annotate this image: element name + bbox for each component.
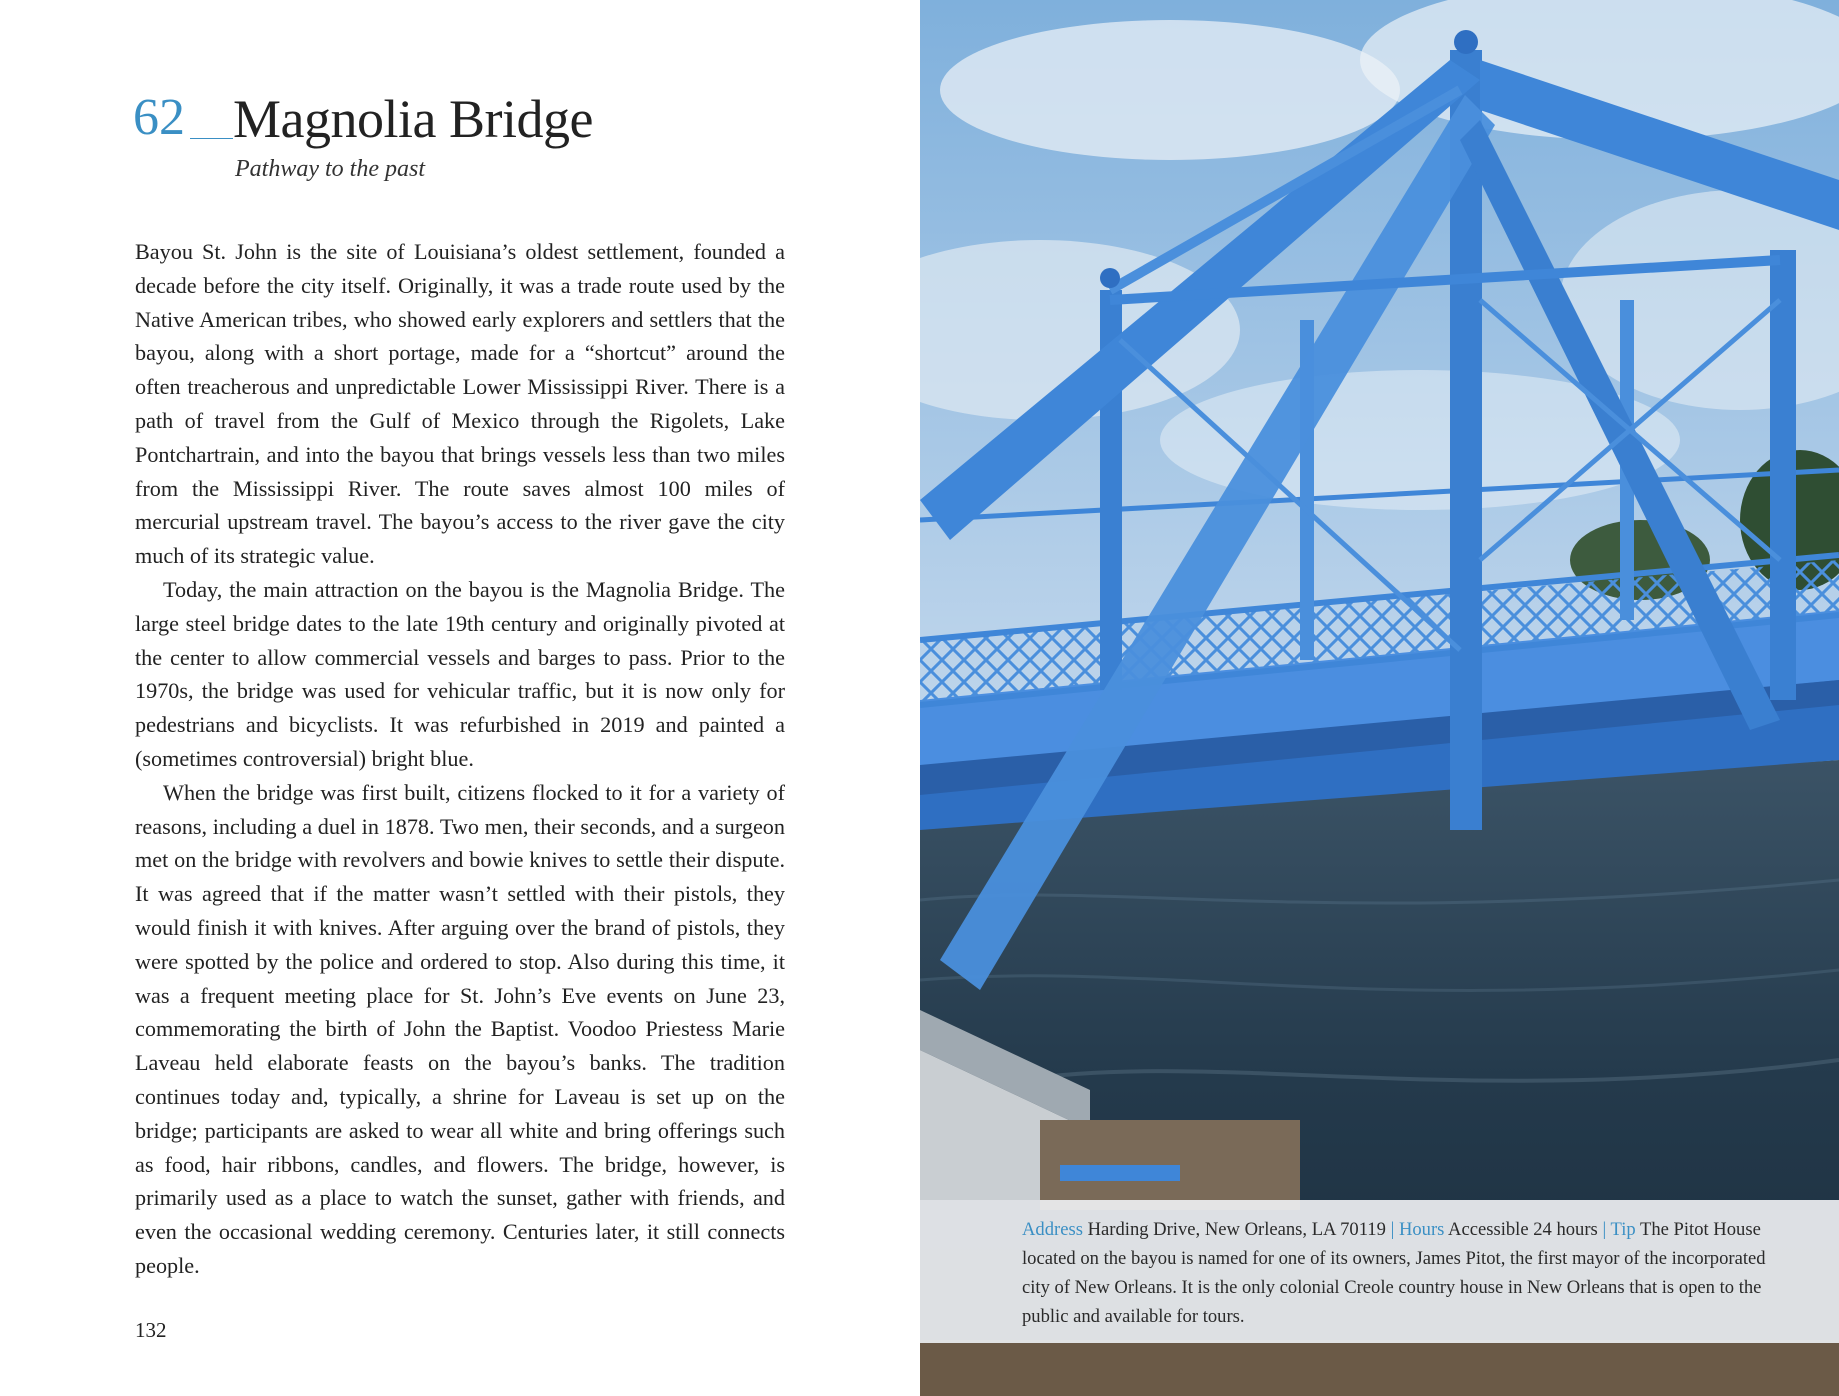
- tip-label: Tip: [1610, 1219, 1636, 1240]
- bridge-photo: [920, 0, 1839, 1396]
- separator-1: |: [1390, 1219, 1395, 1240]
- chapter-number: 62: [133, 89, 185, 146]
- info-box: [920, 1200, 1839, 1343]
- tip-value: The Pitot House located on the bayou is named for one of its owners, James Pitot, the first mayor of the incorporated city of New Orleans. It is the only colonial Creole country house in New Orleans that is open to the public and available for tours.: [1022, 1219, 1766, 1327]
- paragraph-2: Today, the main attraction on the bayou is the Magnolia Bridge. The large steel bridge dates to the late 19th century and originally pivoted at the center to allow commercial vessels and barges to pass. Prior to the 1970s, the bridge was used for vehicular traffic, but it is now only for pedestrians and bicyclists. It was refurbished in 2019 and painted a (sometimes controversial) bright blue.: [135, 576, 785, 771]
- info-text: [1022, 1215, 1772, 1331]
- hours-label: Hours: [1398, 1219, 1445, 1240]
- body-text: [135, 235, 785, 1283]
- bridge-illustration: [920, 0, 1839, 1396]
- hours-value: Accessible 24 hours: [1448, 1219, 1598, 1240]
- paragraph-3: When the bridge was first built, citizens flocked to it for a variety of reasons, including a duel in 1878. Two men, their seconds, and a surgeon met on the bridge with revolvers and bowie knives to settle their dispute. It was agreed that if the matter wasn’t settled with their pistols, they would finish it with knives. After arguing over the brand of pistols, they were spotted by the police and ordered to stop. Also during this time, it was a frequent meeting place for St. John’s Eve events on June 23, commemorating the birth of John the Baptist. Voodoo Priestess Marie Laveau held elaborate feasts on the bayou’s banks. The tradition continues today and, typically, a shrine for Laveau is set up on the bridge; participants are asked to wear all white and bring offerings such as food, hair ribbons, candles, and flowers. The bridge, however, is primarily used as a place to watch the sunset, gather with friends, and even the occasional wedding ceremony. Centuries later, it still connects people.: [135, 779, 785, 1278]
- page-number: 132: [135, 1318, 167, 1342]
- title-rule: [190, 138, 233, 139]
- chapter-title: Magnolia Bridge: [233, 89, 593, 149]
- chapter-subtitle: Pathway to the past: [235, 156, 425, 182]
- separator-2: |: [1602, 1219, 1607, 1240]
- address-value: Harding Drive, New Orleans, LA 70119: [1087, 1219, 1386, 1240]
- address-label: Address: [1022, 1219, 1083, 1240]
- paragraph-1: Bayou St. John is the site of Louisiana’s oldest settlement, founded a decade before the city itself. Originally, it was a trade route used by the Native American tribes, who showed early explorers and settlers that the bayou, along with a short portage, made for a “shortcut” around the often treacherous and unpredictable Lower Mississippi River. There is a path of travel from the Gulf of Mexico through the Rigolets, Lake Pontchartrain, and into the bayou that brings vessels less than two miles from the Mississippi River. The route saves almost 100 miles of mercurial upstream travel. The bayou’s access to the river gave the city much of its strategic value.: [135, 239, 785, 569]
